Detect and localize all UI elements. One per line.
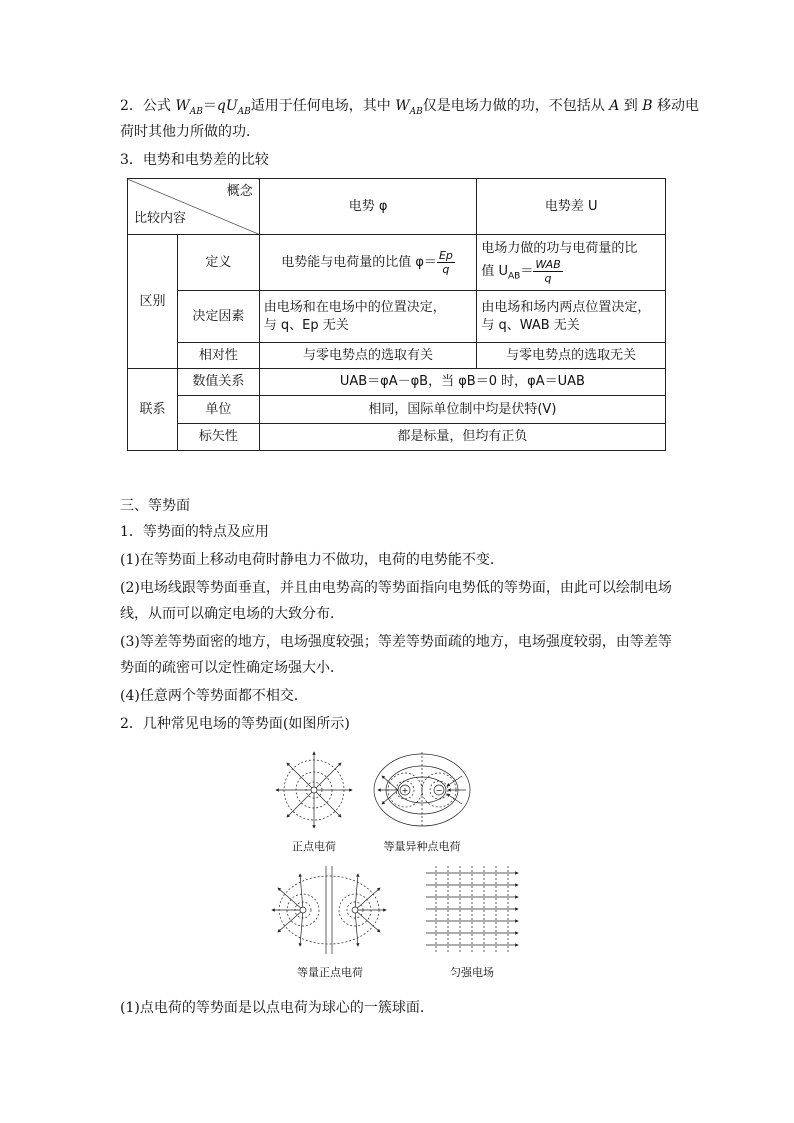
opposite-charges-diagram	[374, 752, 470, 828]
definition-potential: 电势能与电荷量的比值 φ＝ $\frac{Ep}{q}$	[259, 235, 477, 291]
item-1: (1)在等势面上移动电荷时静电力不做功，电荷的电势能不变．	[120, 552, 504, 568]
row-definition: 定义	[177, 235, 259, 291]
header-potential: 电势 φ	[259, 179, 477, 235]
field-diagrams	[270, 748, 530, 980]
section-heading: 三、等势面	[120, 498, 190, 514]
definition-difference: 电场力做的功与电荷量的比 值 $U_{AB}=$ $\frac{\text{WAB}}{q}$	[477, 235, 666, 291]
equipotential-figures	[270, 748, 530, 980]
numeric-value: UAB＝φA－φB，当 φB＝0 时，φA＝UAB	[259, 369, 665, 396]
subsection-1: 1．等势面的特点及应用	[120, 524, 269, 540]
comparison-title: 3．电势和电势差的比较	[120, 152, 269, 168]
comparison-table	[127, 178, 666, 451]
uniform-field-diagram	[426, 866, 518, 952]
table-header-diagonal	[128, 179, 260, 235]
item-2b: 线，从而可以确定电场的大致分布．	[120, 606, 344, 622]
formula-paragraph-line2: 荷时其他力所做的功．	[120, 124, 260, 140]
scalar-value: 都是标量，但均有正负	[259, 424, 665, 451]
relative-potential: 与零电势点的选取有关	[259, 343, 477, 369]
header-compare: 比较内容	[134, 211, 187, 226]
group-link: 联系	[128, 369, 178, 451]
relative-difference: 与零电势点的选取无关	[477, 343, 666, 369]
plus-sign: +	[401, 786, 409, 795]
row-scalar: 标矢性	[177, 424, 259, 451]
formula-paragraph-line1: 2．公式 $W_{AB}=qU_{AB}$适用于任何电场，其中 $W_{AB}$仅是电场力做的功，不包括从 A 到 B 移动电	[120, 98, 699, 117]
row-numeric: 数值关系	[177, 369, 259, 396]
caption-uniform: 匀强电场	[450, 966, 494, 979]
caption-opposite: 等量异种点电荷	[383, 840, 461, 853]
item-2a: (2)电场线跟等势面垂直，并且由电势高的等势面指向电势低的等势面，由此可以绘制电场	[120, 580, 672, 596]
unit-value: 相同，国际单位制中均是伏特(V)	[259, 396, 665, 424]
positive-charge-diagram	[276, 752, 352, 828]
group-difference: 区别	[128, 235, 178, 369]
item-3b: 势面的疏密可以定性确定场强大小．	[120, 660, 344, 676]
subsection-2: 2．几种常见电场的等势面(如图所示)	[120, 716, 350, 732]
same-charges-diagram	[272, 866, 386, 954]
row-factor: 决定因素	[177, 291, 259, 343]
item-4: (4)任意两个等势面都不相交．	[120, 688, 308, 704]
header-difference: 电势差 U	[477, 179, 666, 235]
last-line: (1)点电荷的等势面是以点电荷为球心的一簇球面．	[120, 1000, 434, 1016]
row-unit: 单位	[177, 396, 259, 424]
caption-same: 等量正点电荷	[297, 966, 363, 979]
caption-positive: 正点电荷	[292, 840, 336, 853]
factor-difference: 由电场和场内两点位置决定， 与 q、WAB 无关	[477, 291, 666, 343]
factor-potential: 由电场和在电场中的位置决定， 与 q、Ep 无关	[259, 291, 477, 343]
row-relative: 相对性	[177, 343, 259, 369]
minus-sign: −	[435, 786, 443, 795]
item-3a: (3)等差等势面密的地方，电场强度较强；等差等势面疏的地方，电场强度较弱，由等差等	[120, 634, 672, 650]
header-concept: 概念	[226, 184, 253, 199]
